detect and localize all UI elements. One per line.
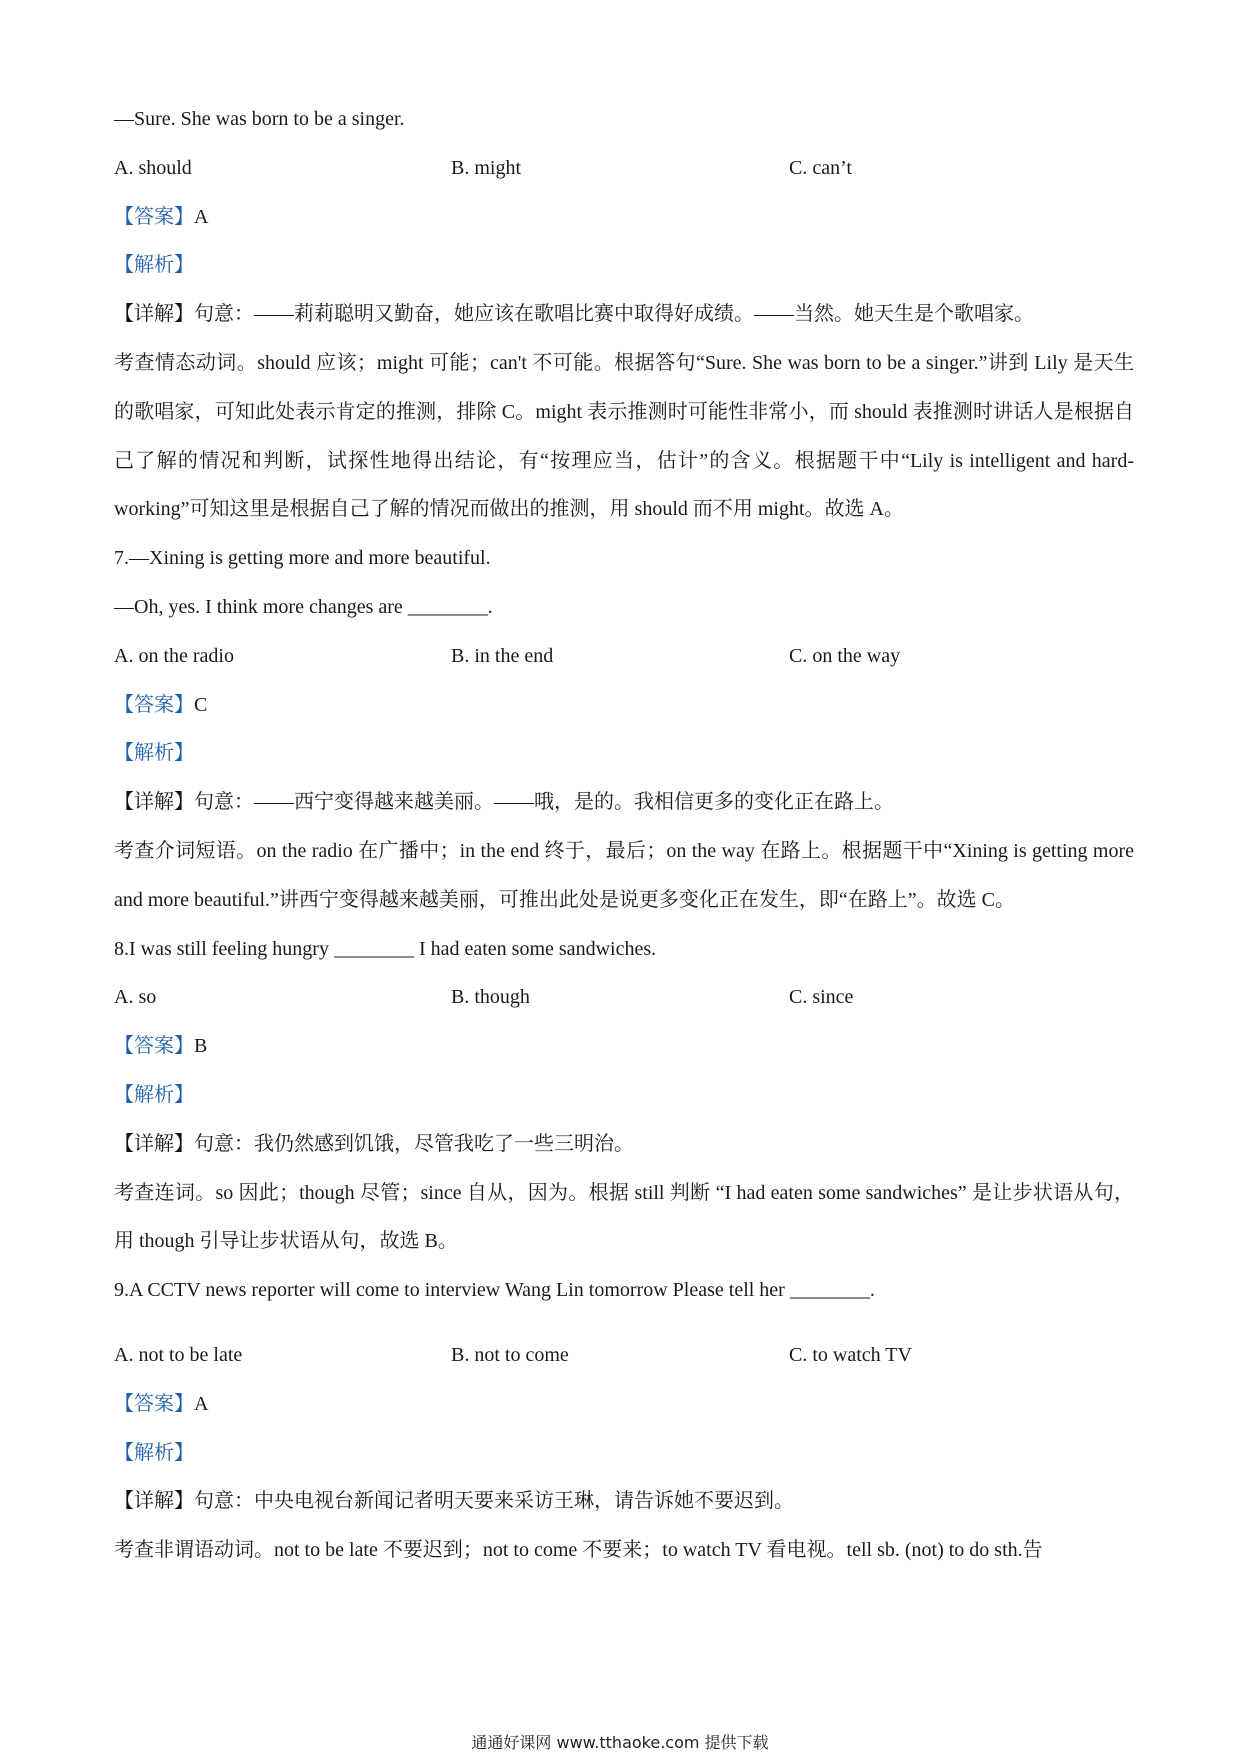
q7-answer-value: C	[194, 693, 208, 716]
q6-answer-value: A	[194, 205, 209, 228]
q6-line2: —Sure. She was born to be a singer.	[114, 108, 405, 130]
q9-options	[114, 1331, 1134, 1380]
q6-detail-text: 句意：——莉莉聪明又勤奋，她应该在歌唱比赛中取得好成绩。——当然。她天生是个歌唱家。	[194, 303, 1034, 326]
q9-option-a: A. not to be late	[114, 1343, 243, 1366]
detail-label: 【详解】	[114, 1132, 194, 1155]
analysis-label: 【解析】	[114, 742, 194, 765]
detail-label: 【详解】	[114, 303, 194, 326]
q8-stem: 8.I was still feeling hungry ________ I had eaten some sandwiches.	[114, 937, 657, 960]
q8-answer	[114, 1022, 1134, 1071]
q7-analysis	[114, 729, 1134, 778]
q7-answer	[114, 681, 1134, 730]
analysis-label: 【解析】	[114, 254, 194, 277]
q9-answer	[114, 1380, 1134, 1429]
q7-stem2: —Oh, yes. I think more changes are ________.	[114, 595, 493, 618]
answer-label: 【答案】	[114, 693, 194, 716]
q7-explanation: 考查介词短语。on the radio 在广播中；in the end 终于，最后；on the way 在路上。根据题干中“Xining is getting more and more beautiful.”讲西宁变得越来越美丽，可推出此处是说更多变化正在发生，即“在路上”。故选 C。	[114, 839, 1134, 911]
page-footer: 通通好课网 www.tthaoke.com 提供下载	[471, 1733, 769, 1752]
q7-detail-text: 句意：——西宁变得越来越美丽。——哦，是的。我相信更多的变化正在路上。	[194, 791, 894, 814]
detail-label: 【详解】	[114, 791, 194, 814]
q7-detail	[114, 778, 1134, 827]
answer-label: 【答案】	[114, 205, 194, 228]
q8-analysis	[114, 1071, 1134, 1120]
q6-answer	[114, 193, 1134, 242]
q8-answer-value: B	[194, 1035, 208, 1058]
q9-option-c: C. to watch TV	[789, 1343, 912, 1366]
q8-options	[114, 973, 1134, 1022]
analysis-label: 【解析】	[114, 1441, 194, 1464]
q9-option-b: B. not to come	[451, 1343, 569, 1366]
q6-analysis	[114, 241, 1134, 290]
q8-option-c: C. since	[789, 986, 854, 1009]
q6-detail	[114, 290, 1134, 339]
q9-detail	[114, 1477, 1134, 1526]
q7-option-a: A. on the radio	[114, 644, 234, 667]
analysis-label: 【解析】	[114, 1083, 194, 1106]
q9-analysis	[114, 1429, 1134, 1478]
q7-stem1: 7.—Xining is getting more and more beautiful.	[114, 547, 491, 570]
q6-explanation: 考查情态动词。should 应该；might 可能；can't 不可能。根据答句“Sure. She was born to be a singer.”讲到 Lily 是天生的歌唱家，可知此处表示肯定的推测，排除 C。might 表示推测时可能性非常小，而 should 表推测时讲话人是根据自己了解的情况和判断，试探性地得出结论，有“按理应当，估计”的含义。根据题干中“Lily is intelligent and hard-working”可知这里是根据自己了解的情况而做出的推测，用 should 而不用 might。故选 A。	[114, 351, 1134, 521]
q8-explanation: 考查连词。so 因此；though 尽管；since 自从，因为。根据 still 判断 “I had eaten some sandwiches” 是让步状语从句，用 though 引导让步状语从句，故选 B。	[114, 1181, 1134, 1253]
q8-detail	[114, 1120, 1134, 1169]
q8-detail-text: 句意：我仍然感到饥饿，尽管我吃了一些三明治。	[194, 1132, 634, 1155]
document-page	[114, 95, 1134, 1575]
q9-answer-value: A	[194, 1392, 209, 1415]
q9-gap	[114, 1315, 1134, 1331]
q7-options	[114, 632, 1134, 681]
q8-option-a: A. so	[114, 986, 157, 1009]
q7-option-c: C. on the way	[789, 644, 901, 667]
answer-label: 【答案】	[114, 1392, 194, 1415]
q6-option-b: B. might	[451, 156, 522, 179]
q9-explanation: 考查非谓语动词。not to be late 不要迟到；not to come 不要来；to watch TV 看电视。tell sb. (not) to do sth.告	[114, 1539, 1043, 1562]
q7-option-b: B. in the end	[451, 644, 554, 667]
answer-label: 【答案】	[114, 1035, 194, 1058]
q8-option-b: B. though	[451, 986, 530, 1009]
q6-option-a: A. should	[114, 156, 192, 179]
q6-option-c: C. can’t	[789, 156, 852, 179]
q9-stem: 9.A CCTV news reporter will come to interview Wang Lin tomorrow Please tell her ________.	[114, 1279, 875, 1302]
q9-detail-text: 句意：中央电视台新闻记者明天要来采访王琳，请告诉她不要迟到。	[194, 1490, 794, 1513]
q6-options	[114, 144, 1134, 193]
detail-label: 【详解】	[114, 1490, 194, 1513]
